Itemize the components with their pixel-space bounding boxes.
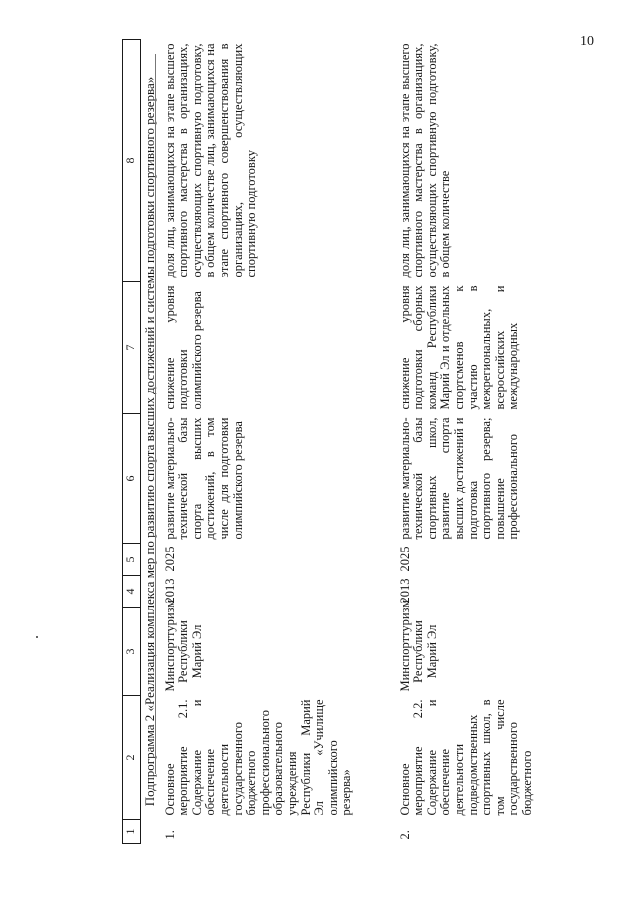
column-number-row bbox=[123, 40, 141, 844]
start-year-cell: 2013 bbox=[397, 578, 412, 604]
event-cell: Основное мероприятие 2.2. Содержание и обеспечение деятельности подведомственных спортивных школ, в том числе государственного бюджетного bbox=[397, 699, 534, 816]
row-number: 2. bbox=[397, 830, 412, 840]
column-number: 3 bbox=[123, 608, 141, 696]
executor-cell: Минспорттуризм Республики Марий Эл bbox=[162, 599, 204, 692]
start-year-cell: 2013 bbox=[162, 578, 177, 604]
vertical-separator-line bbox=[155, 54, 156, 774]
column-number: 6 bbox=[123, 414, 141, 544]
indicators-cell: доля лиц, занимающихся на этапе высшего спортивного мастерства в организациях, осуществляющих спортивную подготовку, в общем количестве лиц, занимающихся на этапе спортивного совершенствования в организациях, осуществляющих спортивную подготовку bbox=[162, 43, 259, 278]
rotated-table-page bbox=[122, 40, 640, 844]
directions-cell: развитие материально-технической базы спорта высших достижений, в том числе для подготовки олимпийского резерва bbox=[162, 417, 245, 540]
executor-cell: Минспорттуризм Республики Марий Эл bbox=[397, 599, 439, 692]
column-number: 1 bbox=[123, 820, 141, 844]
table-row bbox=[394, 40, 629, 844]
end-year-cell: 2025 bbox=[397, 546, 412, 572]
table-row bbox=[159, 40, 394, 844]
column-number: 8 bbox=[123, 40, 141, 282]
directions-cell: развитие материально-технической базы спортивных школ, развитие спорта высших достижений и подготовка спортивного резерва; повышение профессионального bbox=[397, 417, 521, 540]
end-year-cell: 2025 bbox=[162, 546, 177, 572]
column-number: 4 bbox=[123, 576, 141, 608]
subprogram-title: Подпрограмма 2 «Реализация комплекса мер по развитию спорта высших достижений и системы подготовки спортивного резерва» bbox=[142, 76, 157, 807]
event-cell: Основное мероприятие 2.1. Содержание и обеспечение деятельности государственного бюджетного профессионального образовательного учреждения Республики Марий Эл «Училище олимпийского резерва» bbox=[162, 699, 354, 816]
column-number: 5 bbox=[123, 544, 141, 576]
program-table bbox=[122, 39, 629, 844]
consequences-cell: снижение уровня подготовки олимпийского резерва bbox=[162, 285, 204, 410]
row-number: 1. bbox=[162, 830, 177, 840]
column-number: 7 bbox=[123, 282, 141, 414]
consequences-cell: снижение уровня подготовки сборных команд Республики Марий Эл и отдельных спортсменов к участию в межрегиональных, всероссийских и международных bbox=[397, 285, 521, 410]
column-number: 2 bbox=[123, 696, 141, 820]
indicators-cell: доля лиц, занимающихся на этапе высшего спортивного мастерства в организациях, осуществляющих спортивную подготовку, в общем количестве bbox=[397, 43, 453, 278]
page-number: 10 bbox=[580, 34, 594, 49]
scan-speck bbox=[36, 636, 38, 638]
